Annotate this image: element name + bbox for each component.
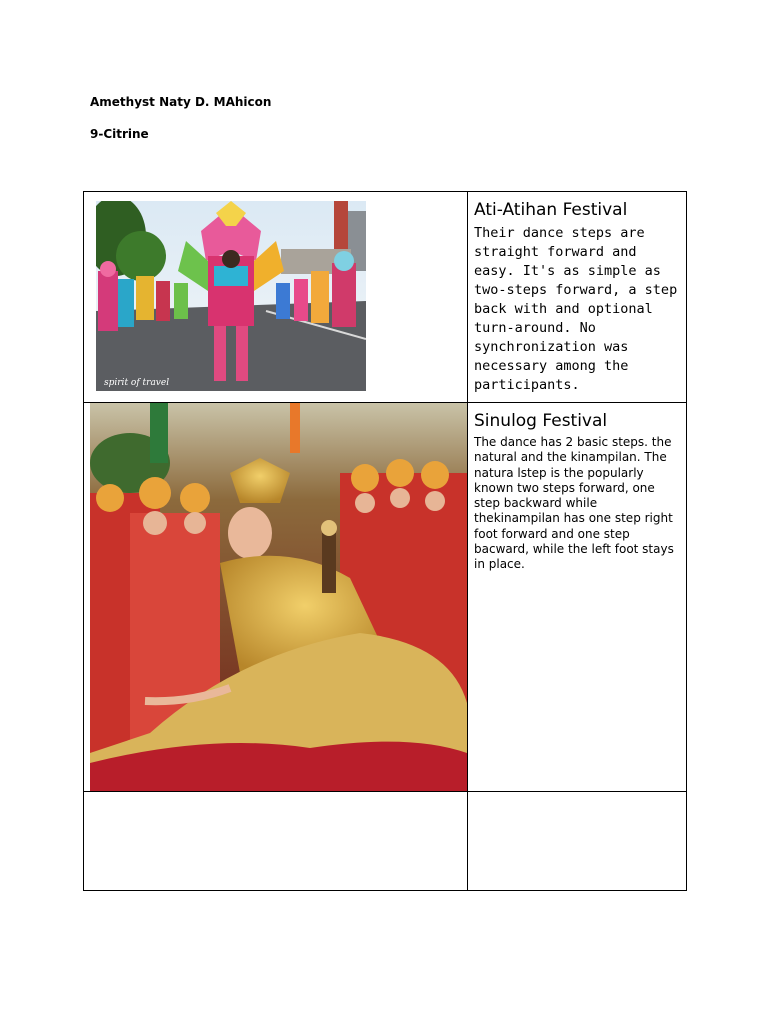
empty-cell bbox=[468, 792, 687, 891]
photo-watermark: spirit of travel bbox=[104, 378, 170, 388]
festival-title: Sinulog Festival bbox=[474, 411, 608, 431]
description-cell bbox=[468, 192, 687, 403]
author-name: Amethyst Naty D. MAhicon bbox=[90, 95, 272, 109]
festival-table bbox=[83, 191, 687, 891]
festival-description: Their dance steps are straight forward and easy. It's as simple as two-steps forward, a step back with and optional turn-around. No synchronization was necessary among the participants. bbox=[474, 225, 678, 393]
sinulog-photo bbox=[90, 403, 467, 791]
section-name: 9-Citrine bbox=[90, 127, 149, 141]
table-row bbox=[84, 792, 687, 891]
description-cell bbox=[468, 403, 687, 792]
table-row bbox=[84, 192, 687, 403]
table-row bbox=[84, 403, 687, 792]
ati-atihan-photo bbox=[96, 201, 366, 391]
empty-cell bbox=[84, 792, 468, 891]
festival-title: Ati-Atihan Festival bbox=[474, 200, 628, 220]
festival-description: The dance has 2 basic steps. the natural and the kinampilan. The natura lstep is the popularly known two steps forward, one step backward while thekinampilan has one step right foot forward and one step bacward, while the left foot stays in place. bbox=[474, 435, 674, 572]
image-cell bbox=[84, 192, 468, 403]
image-cell bbox=[84, 403, 468, 792]
